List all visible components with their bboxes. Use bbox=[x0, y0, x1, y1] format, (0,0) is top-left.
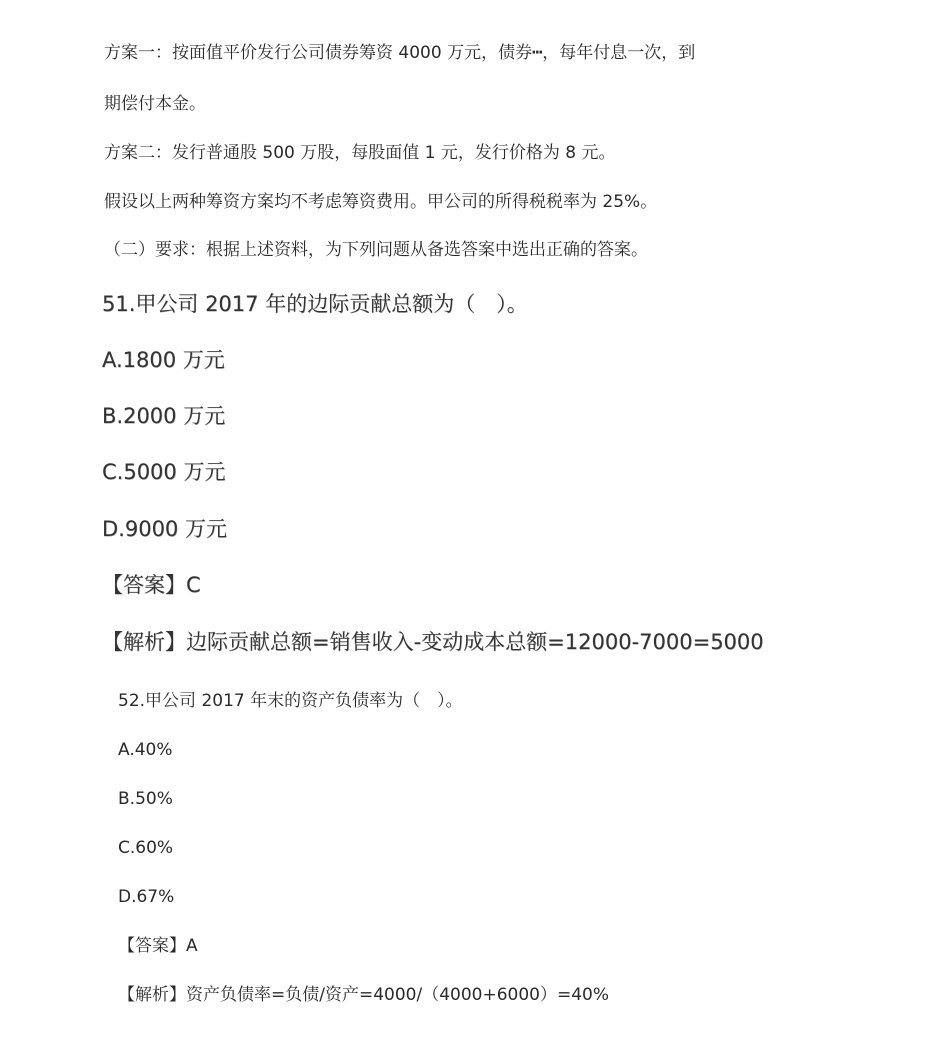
question-51-option-c: C.5000 万元 bbox=[102, 460, 226, 484]
question-51-option-d: D.9000 万元 bbox=[102, 517, 227, 541]
question-51-stem: 51.甲公司 2017 年的边际贡献总额为（ ）。 bbox=[102, 292, 528, 316]
question-52-analysis: 【解析】资产负债率=负债/资产=4000/（4000+6000）=40% bbox=[118, 985, 610, 1005]
question-51-answer: 【答案】C bbox=[102, 573, 201, 597]
question-51-option-b: B.2000 万元 bbox=[102, 404, 226, 428]
requirement-text: （二）要求：根据上述资料，为下列问题从备选答案中选出正确的答案。 bbox=[104, 240, 648, 260]
question-52-option-d: D.67% bbox=[118, 887, 175, 907]
plan1-text-line2: 期偿付本金。 bbox=[104, 94, 206, 114]
question-52-answer: 【答案】A bbox=[118, 936, 198, 956]
question-52-option-c: C.60% bbox=[118, 838, 174, 858]
question-52-option-b: B.50% bbox=[118, 789, 173, 809]
plan1-text-line1: 方案一：按面值平价发行公司债券筹资 4000 万元，债券┅，每年付息一次，到 bbox=[104, 43, 696, 63]
plan2-text: 方案二：发行普通股 500 万股，每股面值 1 元，发行价格为 8 元。 bbox=[104, 143, 616, 163]
question-52-stem: 52.甲公司 2017 年末的资产负债率为（ ）。 bbox=[118, 691, 463, 711]
question-51-option-a: A.1800 万元 bbox=[102, 348, 225, 372]
question-52-option-a: A.40% bbox=[118, 740, 173, 760]
assumption-text: 假设以上两种筹资方案均不考虑筹资费用。甲公司的所得税税率为 25%。 bbox=[104, 192, 658, 212]
question-51-analysis: 【解析】边际贡献总额=销售收入-变动成本总额=12000-7000=5000 bbox=[102, 630, 764, 654]
